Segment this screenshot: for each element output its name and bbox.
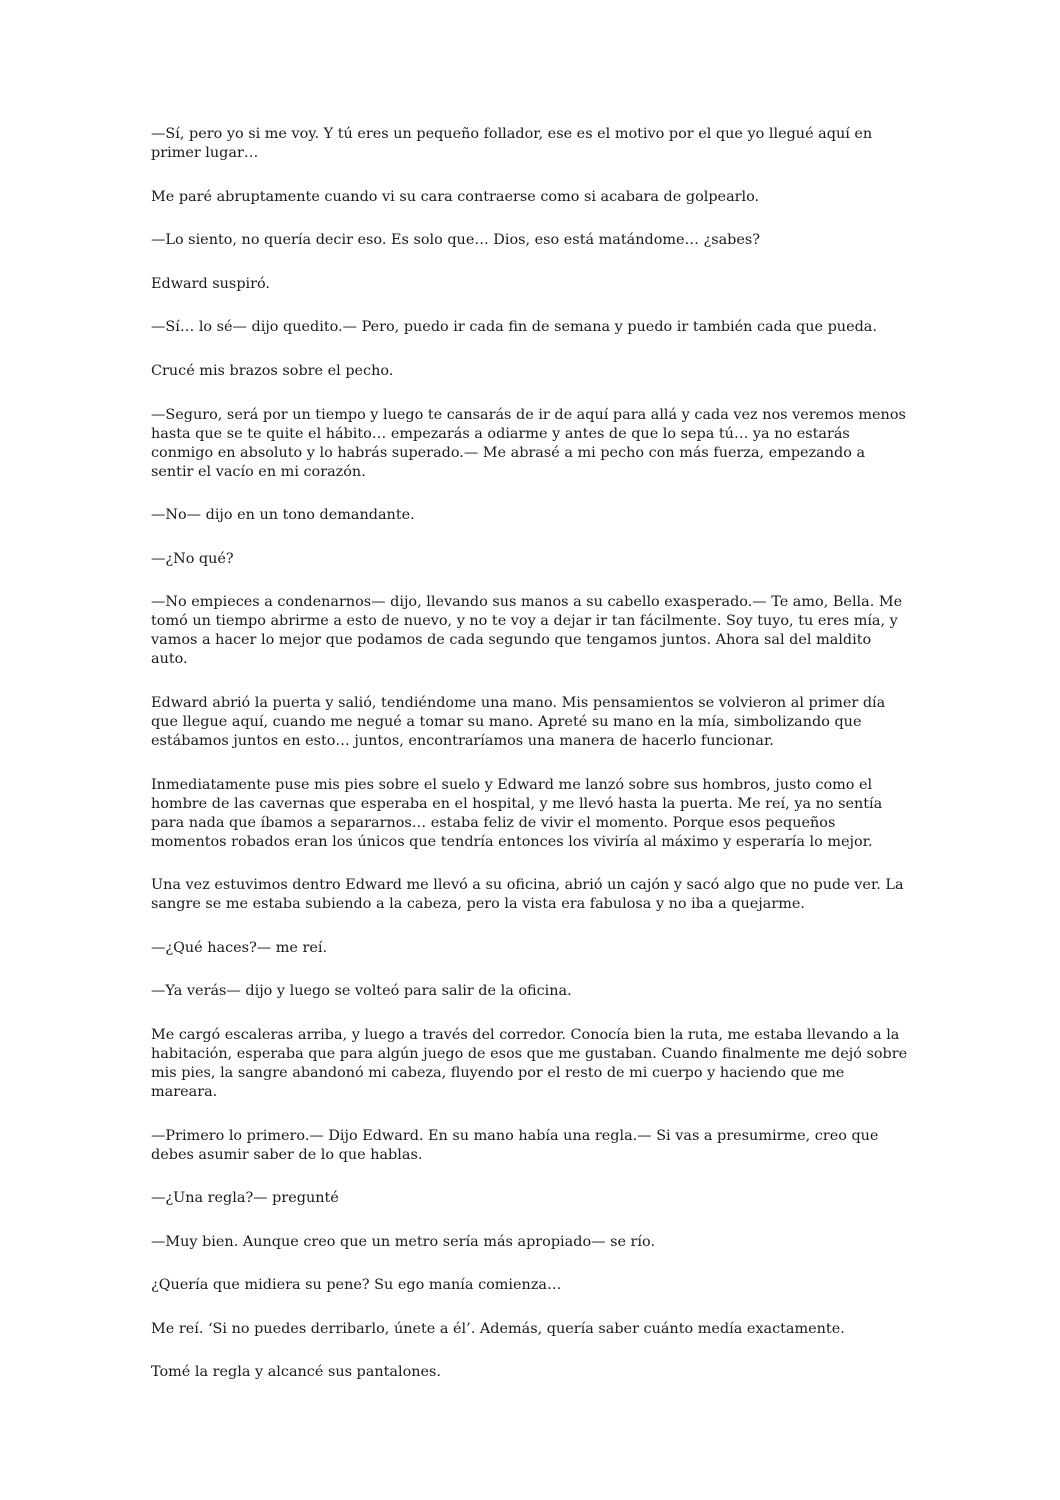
paragraph: —¿No qué? — [151, 550, 234, 567]
paragraph: Crucé mis brazos sobre el pecho. — [151, 362, 394, 379]
paragraph: —Sí… lo sé— dijo quedito.— Pero, puedo ir cada fin de semana y puedo ir también cada que pueda. — [151, 319, 877, 336]
paragraph: Tomé la regla y alcancé sus pantalones. — [151, 1364, 441, 1381]
paragraph: —¿Qué haces?— me reí. — [151, 939, 328, 956]
paragraph: Edward suspiró. — [151, 275, 270, 292]
paragraph: —No— dijo en un tono demandante. — [151, 507, 415, 524]
paragraph: —Primero lo primero.— Dijo Edward. En su mano había una regla.— Si vas a presumirme, creo que debes asumir saber de lo que hablas. — [151, 1127, 879, 1163]
paragraph: Una vez estuvimos dentro Edward me llevó a su oficina, abrió un cajón y sacó algo que no pude ver. La sangre se me estaba subiendo a la cabeza, pero la vista era fabulosa y no iba a quejarme. — [151, 877, 904, 913]
paragraph: Me reí. ‘Si no puedes derribarlo, únete a él’. Además, quería saber cuánto medía exactamente. — [151, 1320, 845, 1337]
paragraph: Edward abrió la puerta y salió, tendiéndome una mano. Mis pensamientos se volvieron al primer día que llegue aquí, cuando me negué a tomar su mano. Apreté su mano en la mía, simbolizando que estábamos juntos en esto… juntos, encontraríamos una manera de hacerlo funcionar. — [151, 694, 886, 749]
paragraph: Me paré abruptamente cuando vi su cara contraerse como si acabara de golpearlo. — [151, 188, 760, 205]
paragraph: —Sí, pero yo si me voy. Y tú eres un pequeño follador, ese es el motivo por el que yo llegué aquí en primer lugar… — [151, 126, 873, 161]
paragraph: —Lo siento, no quería decir eso. Es solo que… Dios, eso está matándome… ¿sabes? — [151, 232, 760, 249]
paragraph: —Muy bien. Aunque creo que un metro sería más apropiado— se río. — [151, 1233, 656, 1250]
paragraph: —No empieces a condenarnos— dijo, llevando sus manos a su cabello exasperado.— Te amo, Bella. Me tomó un tiempo abrirme a esto de nuevo, y no te voy a dejar ir tan fácilmente. Soy tuyo, tu eres mía, y vamos a hacer lo mejor que podamos de cada segundo que tengamos juntos. Ahora sal del maldito auto. — [151, 594, 903, 668]
paragraph: —Seguro, será por un tiempo y luego te cansarás de ir de aquí para allá y cada vez nos veremos menos hasta que se te quite el hábito… empezarás a odiarme y antes de que lo sepa tú… ya no estarás conmigo en absoluto y lo habrás superado.— Me abrasé a mi pecho con más fuerza, empezando a sentir el vacío en mi corazón. — [151, 406, 906, 480]
paragraph: —Ya verás— dijo y luego se volteó para salir de la oficina. — [151, 983, 572, 1000]
document-body — [151, 125, 911, 1407]
paragraph: Inmediatamente puse mis pies sobre el suelo y Edward me lanzó sobre sus hombros, justo como el hombre de las cavernas que esperaba en el hospital, y me llevó hasta la puerta. Me reí, ya no sentía para nada que íbamos a separarnos… estaba feliz de vivir el momento. Porque esos pequeños momentos robados eran los únicos que tendría entonces los viviría al máximo y esperaría lo mejor. — [151, 776, 883, 850]
paragraph: —¿Una regla?— pregunté — [151, 1190, 339, 1207]
paragraph: Me cargó escaleras arriba, y luego a través del corredor. Conocía bien la ruta, me estaba llevando a la habitación, esperaba que para algún juego de esos que me gustaban. Cuando finalmente me dejó sobre mis pies, la sangre abandonó mi cabeza, fluyendo por el resto de mi cuerpo y haciendo que me mareara. — [151, 1026, 908, 1100]
paragraph: ¿Quería que midiera su pene? Su ego manía comienza… — [151, 1277, 562, 1294]
